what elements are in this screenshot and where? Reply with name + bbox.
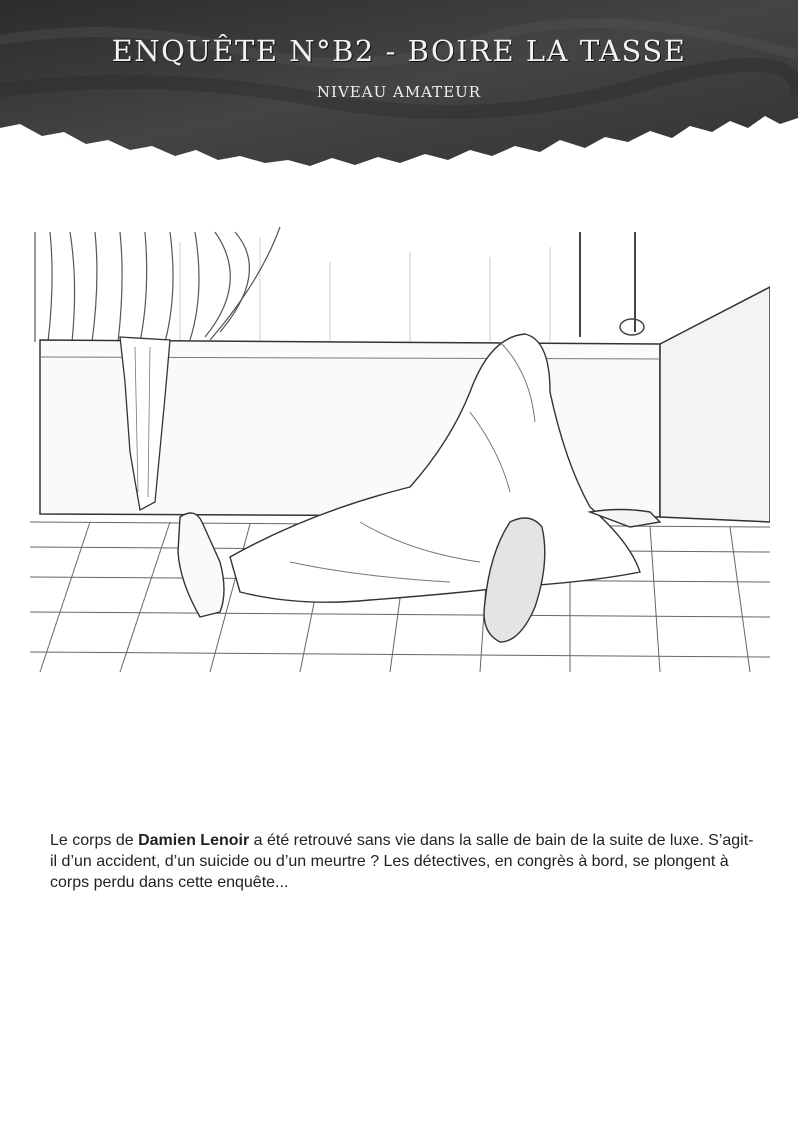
victim-name: Damien Lenoir	[138, 832, 250, 849]
wall-hatching	[180, 237, 550, 342]
crime-scene-illustration	[30, 222, 770, 672]
case-title: ENQUÊTE N°B2 - BOIRE LA TASSE	[111, 34, 687, 68]
case-introduction	[50, 830, 755, 893]
header-banner	[0, 0, 798, 175]
curtain	[35, 227, 280, 342]
left-foot	[178, 513, 224, 617]
intro-text-start: Le corps de	[50, 832, 139, 849]
faucet	[620, 319, 644, 335]
intro-text-rest: a été retrouvé sans vie dans la salle de bain de la suite de luxe. S’agit-il d’un accident, d’un suicide ou d’un meurtre ? Les détectives, en congrès à bord, se plongent à corps perdu dans cette enquête...	[50, 832, 754, 891]
difficulty-level: NIVEAU AMATEUR	[316, 83, 482, 101]
